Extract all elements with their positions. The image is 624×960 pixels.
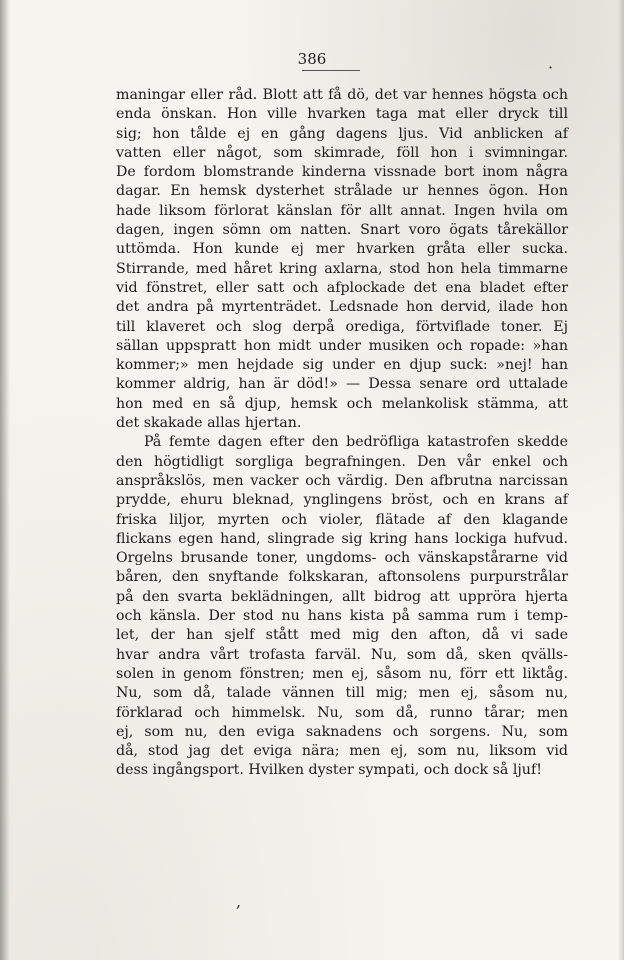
- page-number: 386: [297, 50, 327, 68]
- text-line: den högtidligt sorgliga begrafningen. Den vår enkel och: [116, 453, 568, 470]
- text-line: på den svarta beklädningen, allt bidrog att uppröra hjerta: [116, 588, 568, 605]
- text-line: dess ingångsport. Hvilken dyster sympati, och dock så ljuf!: [116, 762, 542, 779]
- text-line: dagar. En hemsk dysterhet strålade ur hennes ögon. Hon: [116, 183, 568, 200]
- text-line-paragraph-start: På femte dagen efter den bedröfliga katastrofen skedde: [144, 434, 568, 451]
- text-line: Nu, som då, talade vännen till mig; men ej, såsom nu,: [116, 685, 568, 702]
- text-line: vid fönstret, eller satt och afplockade det ena bladet efter: [116, 279, 568, 296]
- text-line: hade liksom förlorat känslan för allt annat. Ingen hvila om: [116, 202, 568, 219]
- text-line: till klaveret och slog derpå orediga, förtviflade toner. Ej: [116, 318, 568, 335]
- ink-speck: ,: [236, 892, 242, 911]
- page-number-rule: [302, 70, 360, 71]
- text-line: uttömda. Hon kunde ej mer hvarken gråta eller sucka.: [116, 241, 568, 258]
- text-line: anspråkslös, men vacker och värdig. Den afbrutna narcissan: [116, 472, 568, 489]
- text-line: kommer aldrig, han är död!» — Dessa senare ord uttalade: [116, 376, 568, 393]
- text-line: dagen, ingen sömn om natten. Snart voro ögats tårekällor: [116, 222, 568, 239]
- text-line: ej, som nu, den eviga saknadens och sorgens. Nu, som: [116, 723, 568, 740]
- text-line: hon med en så djup, hemsk och melankolisk stämma, att: [116, 395, 568, 412]
- text-line: hvar andra vårt trofasta farväl. Nu, som då, sken qvälls-: [116, 646, 568, 663]
- text-line: sig; hon tålde ej en gång dagens ljus. Vid anblicken af: [116, 125, 568, 142]
- text-line: Orgelns brusande toner, ungdoms- och vänskapstårarne vid: [116, 550, 568, 567]
- text-line: solen in genom fönstren; men ej, såsom nu, förr ett liktåg.: [116, 665, 568, 682]
- binding-shadow: [0, 0, 10, 960]
- text-line: kommer;» men hejdade sig under en djup suck: »nej! han: [116, 357, 568, 374]
- edge-shadow: [618, 0, 624, 960]
- text-line: förklarad och himmelsk. Nu, som då, runno tårar; men: [116, 704, 568, 721]
- text-line: då, stod jag det eviga nära; men ej, som nu, liksom vid: [116, 743, 568, 760]
- text-line: och känsla. Der stod nu hans kista på samma rum i temp-: [116, 608, 568, 625]
- text-line-paragraph-end: det skakade allas hjertan.: [116, 415, 302, 432]
- text-line: flickans egen hand, slingrade sig kring hans lockiga hufvud.: [116, 530, 568, 547]
- text-line: vatten eller något, som skimrade, föll hon i svimningar.: [116, 144, 568, 161]
- text-line: prydde, ehuru bleknad, ynglingens bröst, och en krans af: [116, 492, 568, 509]
- text-line: maningar eller råd. Blott att få dö, det var hennes högsta och: [116, 87, 568, 103]
- body-text: [116, 86, 568, 781]
- text-line: De fordom blomstrande kinderna vissnade bort inom några: [116, 164, 568, 181]
- text-line: let, der han sjelf stått med mig den afton, då vi sade: [116, 627, 568, 644]
- text-line: enda önskan. Hon ville hvarken taga mat eller dryck till: [116, 106, 568, 123]
- ink-speck: ·: [548, 58, 554, 77]
- text-line: sällan uppspratt hon midt under musiken och ropade: »han: [116, 337, 568, 354]
- text-line: det andra på myrtenträdet. Ledsnade hon dervid, ilade hon: [116, 299, 568, 316]
- text-line: friska liljor, myrten och violer, flätade af den klagande: [116, 511, 568, 528]
- text-line: Stirrande, med håret kring axlarna, stod hon hela timmarne: [116, 260, 568, 277]
- text-line: båren, den snyftande folkskaran, aftonsolens purpurstrålar: [116, 569, 568, 586]
